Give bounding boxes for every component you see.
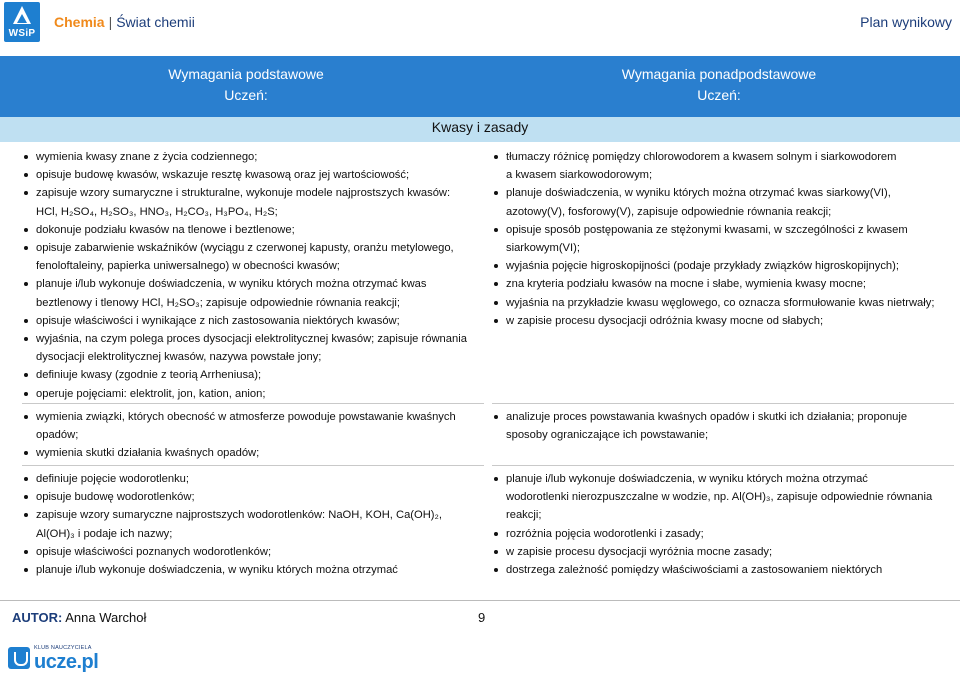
block3-left (24, 470, 482, 579)
list-item: opisuje sposób postępowania ze stężonymi kwasami, w szczególności z kwasem (494, 221, 954, 239)
block2-left (24, 408, 482, 463)
list-item-continuation: HCl, H₂SO₄, H₂SO₃, HNO₃, H₂CO₃, H₃PO₄, H₂S; (36, 205, 278, 218)
right-column-title: Wymagania ponadpodstawowe (621, 66, 817, 82)
list-item: rozróżnia pojęcia wodorotlenki i zasady; (494, 525, 954, 543)
top-bar (0, 0, 960, 46)
list-item: zapisuje wzory sumaryczne i strukturalne, wykonuje modele najprostszych kwasów: (24, 184, 482, 202)
list-item-continuation: reakcji; (506, 509, 542, 522)
list-item-continuation: siarkowym(VI); (506, 242, 580, 255)
logo-big-text: ucze.pl (34, 651, 99, 673)
logo-triangle-inner (17, 14, 27, 23)
list-item: opisuje zabarwienie wskaźników (wyciągu z czerwonej kapusty, oranżu metylowego, (24, 239, 482, 257)
list-item: opisuje budowę kwasów, wskazuje resztę kwasową oraz jej wartościowość; (24, 166, 482, 184)
block1-left (24, 148, 482, 403)
list-item-continuation: Al(OH)₃ i podaje ich nazwy; (36, 527, 173, 540)
document-type: Plan wynikowy (860, 14, 952, 30)
list-item: analizuje proces powstawania kwaśnych opadów i skutki ich działania; proponuje (494, 408, 954, 426)
list-item: opisuje budowę wodorotlenków; (24, 488, 482, 506)
right-column-header (519, 64, 919, 106)
list-item: planuje i/lub wykonuje doświadczenia, w wyniku których można otrzymać (24, 561, 482, 579)
page-number: 9 (478, 610, 486, 625)
ucze-logo (8, 643, 98, 673)
list-item-continuation: dysocjacji elektrolitycznej kwasów, nazywa powstałe jony; (36, 351, 322, 364)
list-item: wyjaśnia na przykładzie kwasu węglowego, co oznacza sformułowanie kwas nietrwały; (494, 294, 954, 312)
list-item: operuje pojęciami: elektrolit, jon, kation, anion; (24, 385, 482, 403)
list-item: definiuje pojęcie wodorotlenku; (24, 470, 482, 488)
row-divider (22, 403, 484, 404)
list-item: zapisuje wzory sumaryczne najprostszych wodorotlenków: NaOH, KOH, Ca(OH)₂, (24, 506, 482, 524)
list-item: planuje doświadczenia, w wyniku których można otrzymać kwas siarkowy(VI), (494, 184, 954, 202)
author-name: Anna Warchoł (65, 610, 147, 625)
list-item-continuation: wodorotlenki nierozpuszczalne w wodzie, np. Al(OH)₃, zapisuje odpowiednie równania (506, 491, 933, 504)
header-title (54, 14, 195, 30)
right-column-subtitle: Uczeń: (697, 87, 741, 103)
list-item: wyjaśnia, na czym polega proces dysocjacji elektrolitycznej kwasów; zapisuje równania (24, 330, 482, 348)
section-title: Kwasy i zasady (431, 119, 529, 135)
list-item-continuation: a kwasem siarkowodorowym; (506, 169, 653, 182)
list-item-continuation: opadów; (36, 429, 79, 442)
list-item: zna kryteria podziału kwasów na mocne i słabe, wymienia kwasy mocne; (494, 275, 954, 293)
list-item: planuje i/lub wykonuje doświadczenia, w wyniku których można otrzymać kwas (24, 275, 482, 293)
list-item: wyjaśnia pojęcie higroskopijności (podaje przykłady związków higroskopijnych); (494, 257, 954, 275)
list-item: w zapisie procesu dysocjacji wyróżnia mocne zasady; (494, 543, 954, 561)
logo-small-text: KLUB NAUCZYCIELA (34, 645, 92, 651)
list-item: wymienia skutki działania kwaśnych opadów; (24, 444, 482, 462)
list-item: definiuje kwasy (zgodnie z teorią Arrheniusa); (24, 366, 482, 384)
author-label: AUTOR: (12, 610, 63, 625)
logo-text: WSiP (8, 28, 36, 39)
block2-right (494, 408, 954, 444)
list-item: dokonuje podziału kwasów na tlenowe i beztlenowe; (24, 221, 482, 239)
row-divider (492, 403, 954, 404)
book-name: Świat chemii (116, 14, 195, 30)
list-item: opisuje właściwości poznanych wodorotlenków; (24, 543, 482, 561)
header-separator: | (108, 14, 113, 30)
list-item-continuation: sposoby ograniczające ich powstawanie; (506, 429, 709, 442)
footer-divider (0, 600, 960, 601)
row-divider (492, 465, 954, 466)
list-item-continuation: fenoloftaleiny, papierka uniwersalnego) w obecności kwasów; (36, 260, 340, 273)
author-line (12, 610, 146, 625)
list-item: tłumaczy różnicę pomiędzy chlorowodorem a kwasem solnym i siarkowodorem (494, 148, 954, 166)
list-item: w zapisie procesu dysocjacji odróżnia kwasy mocne od słabych; (494, 312, 954, 330)
left-column-header (46, 64, 446, 106)
left-column-subtitle: Uczeń: (224, 87, 268, 103)
subject-name: Chemia (54, 14, 105, 30)
list-item-continuation: beztlenowy i tlenowy HCl, H₂SO₃; zapisuje odpowiednie równania reakcji; (36, 296, 400, 309)
block3-right (494, 470, 954, 579)
list-item-continuation: azotowy(V), fosforowy(V), zapisuje odpowiednie równania reakcji; (506, 205, 832, 218)
list-item: wymienia kwasy znane z życia codziennego; (24, 148, 482, 166)
block1-right (494, 148, 954, 330)
list-item: planuje i/lub wykonuje doświadczenia, w wyniku których można otrzymać (494, 470, 954, 488)
list-item: wymienia związki, których obecność w atmosferze powoduje powstawanie kwaśnych (24, 408, 482, 426)
left-column-title: Wymagania podstawowe (168, 66, 324, 82)
ucze-logo-icon (8, 647, 30, 669)
wsip-logo (4, 2, 40, 42)
list-item: opisuje właściwości i wynikające z nich zastosowania niektórych kwasów; (24, 312, 482, 330)
list-item: dostrzega zależność pomiędzy właściwościami a zastosowaniem niektórych (494, 561, 954, 579)
row-divider (22, 465, 484, 466)
